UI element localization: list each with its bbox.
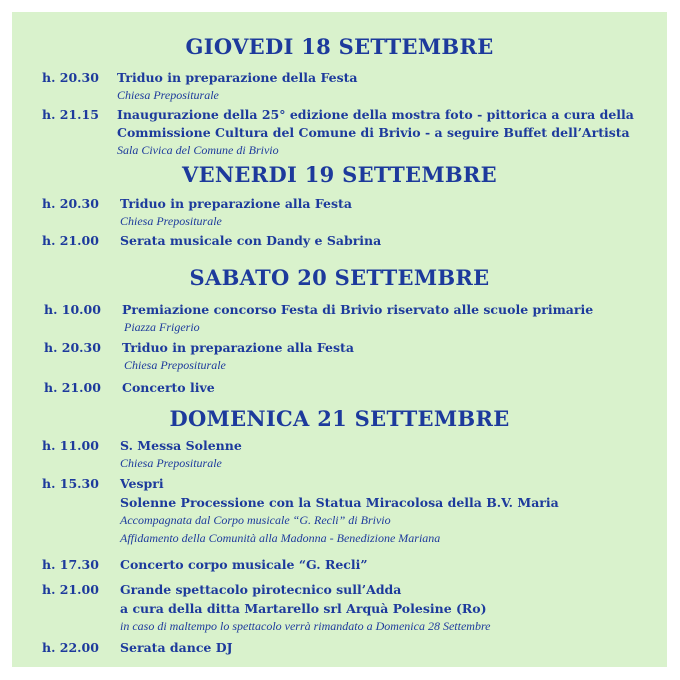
program-panel [12,12,667,667]
event-location: in caso di maltempo lo spettacolo verrà rimandato a Domenica 28 Settembre [120,619,491,633]
day-title-domenica: DOMENICA 21 SETTEMBRE [169,406,510,431]
event-text: Commissione Cultura del Comune di Brivio - a seguire Buffet dell’Artista [117,125,630,140]
event-location: Chiesa Prepositurale [124,358,226,372]
event-time: h. 21.00 [44,380,101,395]
event-text: S. Messa Solenne [120,438,242,453]
event-text: Vespri [120,476,164,491]
day-title-sabato: SABATO 20 SETTEMBRE [189,265,490,290]
event-text: Solenne Processione con la Statua Miracolosa della B.V. Maria [120,495,559,510]
event-location: Affidamento della Comunità alla Madonna - Benedizione Mariana [120,531,441,545]
event-text: Inaugurazione della 25° edizione della mostra foto - pittorica a cura della [117,107,634,122]
event-time: h. 20.30 [44,340,101,355]
event-time: h. 20.30 [42,196,99,211]
event-location: Accompagnata dal Corpo musicale “G. Recli” di Brivio [120,513,391,527]
event-time: h. 10.00 [44,302,101,317]
event-location: Chiesa Prepositurale [117,88,219,102]
event-time: h. 22.00 [42,640,99,655]
event-text: Concerto corpo musicale “G. Recli” [120,557,368,572]
event-text: Triduo in preparazione della Festa [117,70,358,85]
event-text: Serata dance DJ [120,640,233,655]
event-text: Concerto live [122,380,215,395]
event-location: Chiesa Prepositurale [120,214,222,228]
day-title-venerdi: VENERDI 19 SETTEMBRE [182,162,497,187]
event-time: h. 20.30 [42,70,99,85]
event-time: h. 21.15 [42,107,99,122]
event-time: h. 11.00 [42,438,99,453]
event-location: Chiesa Prepositurale [120,456,222,470]
event-location: Piazza Frigerio [124,320,200,334]
event-time: h. 15.30 [42,476,99,491]
event-location: Sala Civica del Comune di Brivio [117,143,279,157]
event-text: Grande spettacolo pirotecnico sull’Adda [120,582,402,597]
event-text: Premiazione concorso Festa di Brivio riservato alle scuole primarie [122,302,594,317]
event-time: h. 21.00 [42,233,99,248]
event-text: Triduo in preparazione alla Festa [120,196,352,211]
event-time: h. 21.00 [42,582,99,597]
day-title-giovedi: GIOVEDI 18 SETTEMBRE [185,34,494,59]
event-text: a cura della ditta Martarello srl Arquà Polesine (Ro) [120,601,487,616]
event-time: h. 17.30 [42,557,99,572]
event-text: Triduo in preparazione alla Festa [122,340,354,355]
event-text: Serata musicale con Dandy e Sabrina [120,233,382,248]
